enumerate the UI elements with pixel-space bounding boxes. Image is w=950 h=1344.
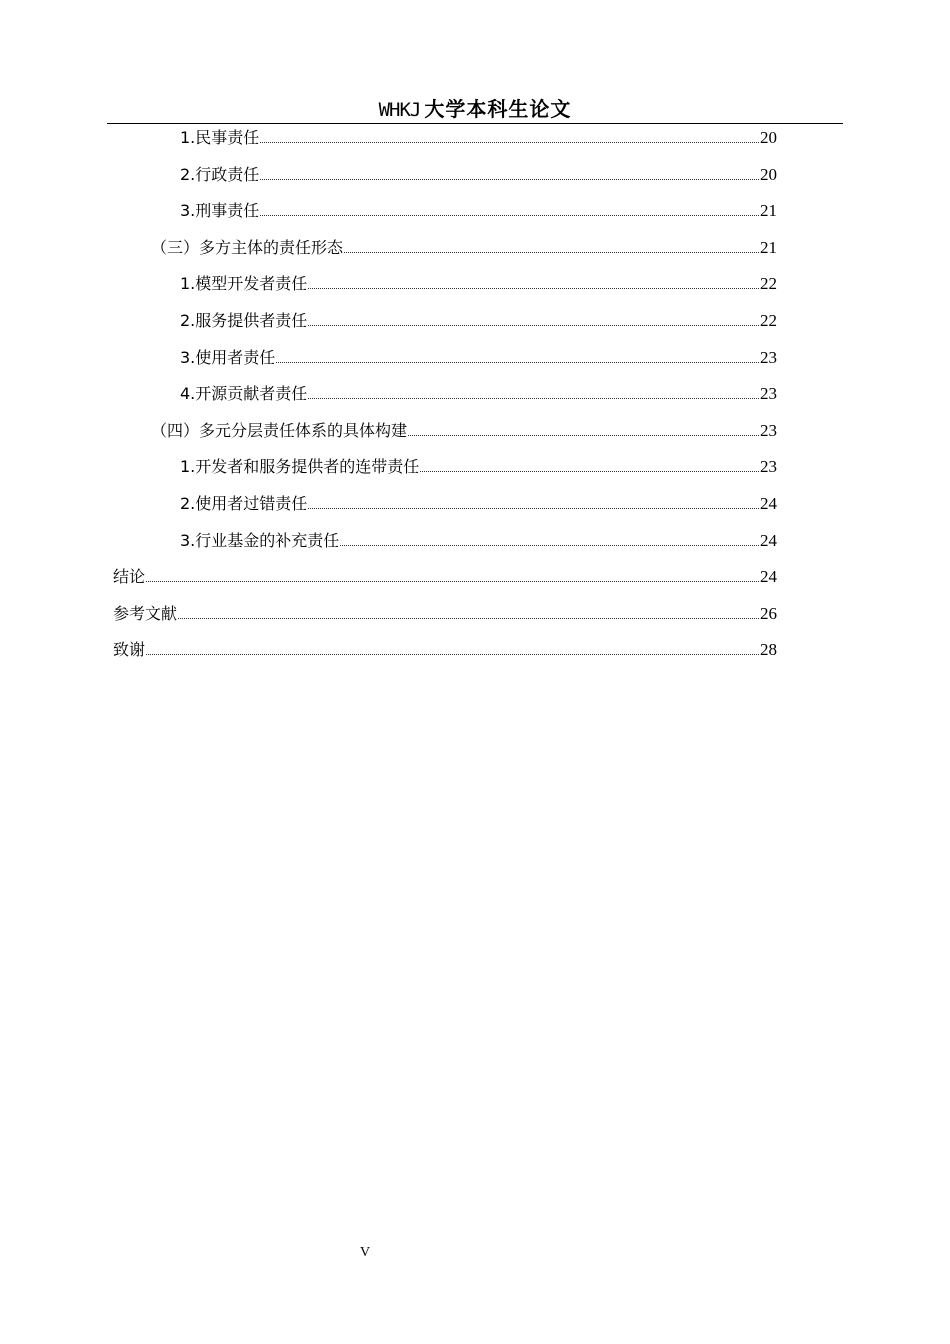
table-of-contents (113, 128, 777, 677)
toc-entry[interactable] (113, 384, 777, 421)
toc-entry-page: 23 (760, 384, 777, 404)
toc-leader-dots (308, 287, 759, 289)
toc-entry-label: 3.使用者责任 (180, 347, 276, 367)
toc-entry[interactable] (113, 567, 777, 604)
toc-entry[interactable] (113, 238, 777, 275)
toc-leader-dots (308, 507, 759, 509)
toc-leader-dots (344, 251, 759, 253)
toc-entry-page: 21 (760, 201, 777, 221)
toc-entry-page: 24 (760, 493, 777, 513)
toc-entry-label: 参考文献 (113, 603, 178, 623)
toc-entry-page: 21 (760, 237, 777, 257)
toc-entry-label: 2.行政责任 (180, 164, 260, 184)
page-number-footer: V (359, 1245, 371, 1260)
toc-entry-label: （四）多元分层责任体系的具体构建 (151, 420, 408, 440)
toc-entry[interactable] (113, 457, 777, 494)
toc-leader-dots (408, 434, 759, 436)
toc-entry[interactable] (113, 165, 777, 202)
header-latin-text: WHKJ (378, 99, 421, 121)
header-title: 大学本科生论文 (424, 97, 572, 121)
toc-entry-page: 26 (760, 603, 777, 623)
toc-entry-label: 2.服务提供者责任 (180, 310, 308, 330)
page-header (107, 95, 843, 124)
toc-entry-page: 24 (760, 567, 777, 587)
toc-entry-label: 3.行业基金的补充责任 (180, 530, 340, 550)
toc-entry-page: 20 (760, 128, 777, 147)
toc-entry-label: 2.使用者过错责任 (180, 493, 308, 513)
toc-entry[interactable] (113, 640, 777, 677)
toc-entry-label: 1.模型开发者责任 (180, 274, 308, 294)
toc-entry-label: 3.刑事责任 (180, 201, 260, 221)
toc-entry[interactable] (113, 201, 777, 238)
toc-entry-label: 1.民事责任 (180, 128, 260, 147)
toc-entry[interactable] (113, 604, 777, 641)
toc-entry[interactable] (113, 274, 777, 311)
toc-leader-dots (420, 470, 759, 472)
toc-entry[interactable] (113, 348, 777, 385)
toc-entry-page: 23 (760, 457, 777, 477)
toc-leader-dots (146, 580, 759, 582)
toc-entry[interactable] (113, 311, 777, 348)
toc-entry-page: 23 (760, 420, 777, 440)
toc-leader-dots (308, 324, 759, 326)
toc-entry-label: 致谢 (113, 640, 146, 660)
toc-entry[interactable] (113, 421, 777, 458)
toc-entry-page: 24 (760, 530, 777, 550)
toc-entry-page: 22 (760, 310, 777, 330)
toc-leader-dots (146, 653, 759, 655)
toc-entry[interactable] (113, 494, 777, 531)
toc-leader-dots (340, 544, 759, 546)
toc-leader-dots (260, 214, 759, 216)
toc-entry-page: 20 (760, 164, 777, 184)
toc-entry[interactable] (113, 531, 777, 568)
toc-leader-dots (260, 141, 759, 143)
toc-entry-label: 结论 (113, 567, 146, 587)
toc-leader-dots (308, 397, 759, 399)
toc-entry-label: 1.开发者和服务提供者的连带责任 (180, 457, 420, 477)
toc-leader-dots (276, 361, 759, 363)
toc-entry-page: 23 (760, 347, 777, 367)
toc-leader-dots (260, 178, 759, 180)
toc-entry-label: （三）多方主体的责任形态 (151, 237, 344, 257)
toc-entry-label: 4.开源贡献者责任 (180, 384, 308, 404)
toc-entry-page: 28 (760, 640, 777, 660)
toc-leader-dots (178, 617, 759, 619)
toc-entry[interactable] (113, 128, 777, 165)
toc-entry-page: 22 (760, 274, 777, 294)
